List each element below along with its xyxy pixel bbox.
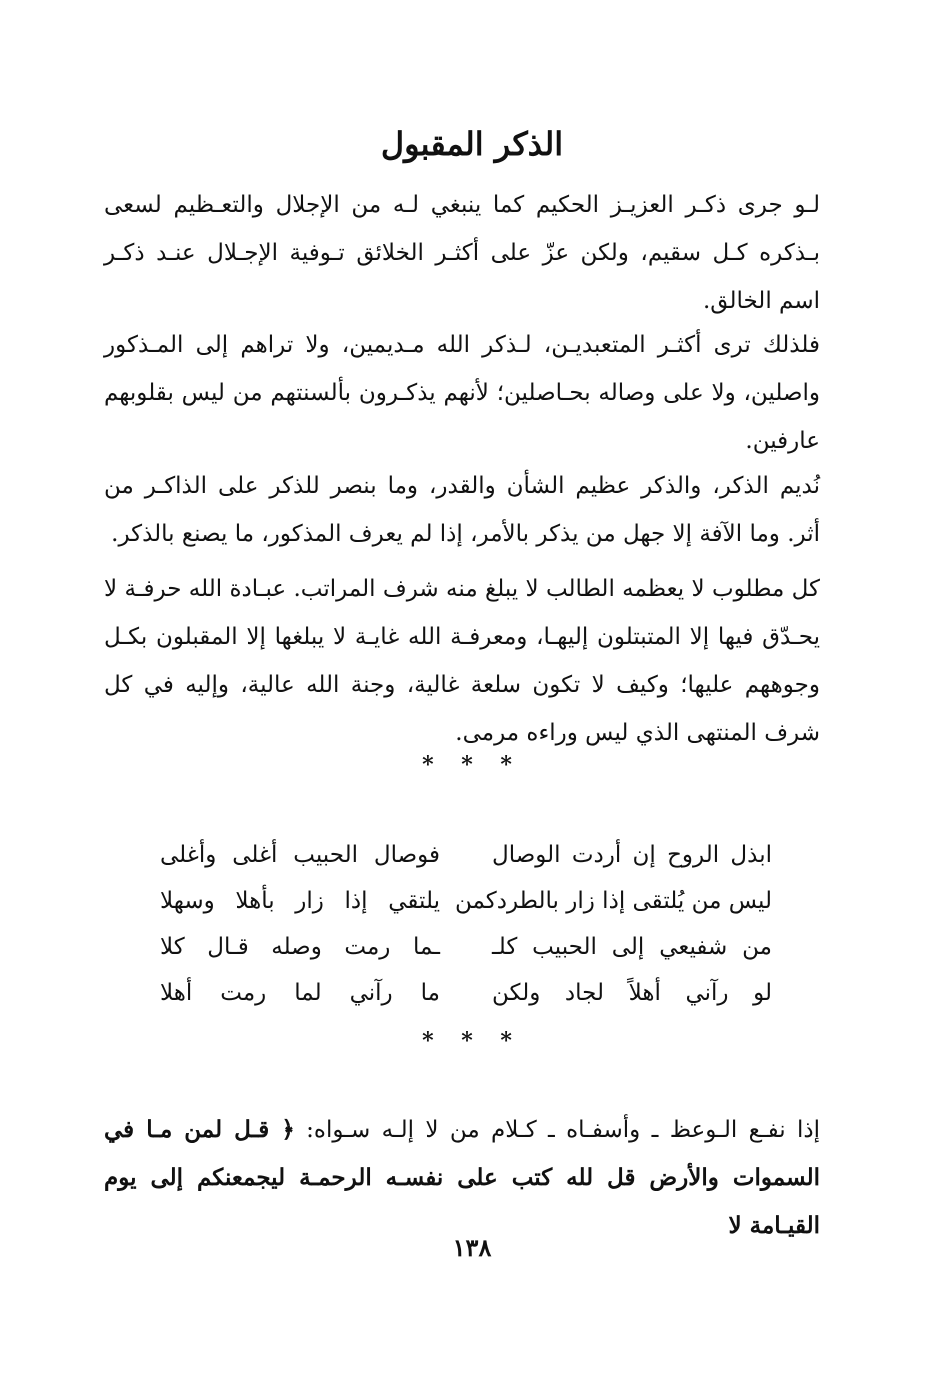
- page-title: الذكر المقبول: [380, 125, 564, 163]
- page-number: ١٣٨: [452, 1233, 492, 1262]
- verse-second-hemistich: فوصال الحبيب أغلى وأغلى: [160, 842, 440, 868]
- verse-first-hemistich: لو رآني أهلاً لجاد ولكن: [492, 980, 772, 1006]
- paragraph-2: فلذلك ترى أكثـر المتعبديـن، لـذكر الله مـديمين، ولا تراهم إلى المـذكور واصلين، ولا على وصاله بحـاصلين؛ لأنهم يذكـرون بألسنتهم من ليس بقلوبهم عارفين.: [104, 332, 820, 454]
- poem-verse: [160, 832, 772, 878]
- verse-second-hemistich: ـما رمت وصله قـال كلا: [160, 934, 440, 960]
- paragraph-3: نُديم الذكر، والذكر عظيم الشأن والقدر، وما بنصر للذكر على الذاكـر من أثر. وما الآفة إلا جهل من يذكر بالأمر، إذا لم يعرف المذكور، ما يصنع بالذكر.: [104, 473, 820, 547]
- section-separator: * * *: [422, 752, 522, 778]
- verse-first-hemistich: ابذل الروح إن أردت الوصال: [492, 842, 772, 868]
- verse-second-hemistich: ما رآني لما رمت أهلا: [160, 980, 440, 1006]
- verse-first-hemistich: من شفيعي إلى الحبيب كلـ: [492, 934, 772, 960]
- poem-verse: [160, 970, 772, 1016]
- quran-quote: ﴿ قـل لمن مـا في السموات والأرض قل لله كتب على نفسـه الرحمـة ليجمعنكم إلى يوم القيـامة لا: [104, 1116, 820, 1239]
- section-separator: * * *: [422, 1028, 522, 1054]
- verse-first-hemistich: ليس من يُلتقى إذا زار بالطردكمن: [454, 888, 772, 914]
- poem: [160, 832, 772, 1016]
- paragraph-5-text: إذا نفـع الـوعظ ـ وأسفـاه ـ كـلام من لا إلـه سـواه:: [294, 1117, 821, 1143]
- poem-verse: [160, 924, 772, 970]
- paragraph-1: لـو جرى ذكـر العزيـز الحكيم كما ينبغي لـه من الإجلال والتعـظيم لسعى بـذكره كـل سقيم، ولكن عزّ على أكثـر الخلائق تـوفية الإجـلال عنـد ذكـر اسم الخالق.: [104, 192, 820, 314]
- poem-verse: [160, 878, 772, 924]
- paragraph-4: كل مطلوب لا يعظمه الطالب لا يبلغ منه شرف المراتب. عبـادة الله حرفـة لا يحـدّق فيها إلا المتبتلون إليهـا، ومعرفـة الله غايـة لا يبلغها إلا المقبلون بكـل وجوههم عليها؛ وكيف لا تكون سلعة غالية، وجنة الله عالية، وإليه في كل شرف المنتهى الذي ليس وراءه مرمى.: [104, 576, 820, 746]
- verse-second-hemistich: يلتقي إذا زار بأهلا وسهلا: [160, 888, 440, 914]
